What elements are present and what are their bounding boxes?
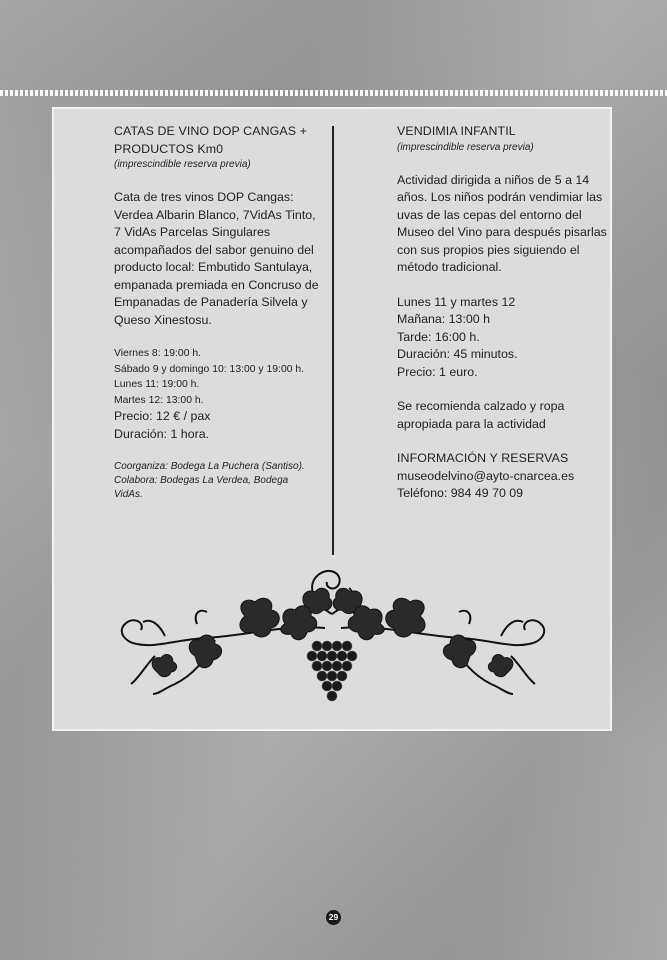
wine-tasting-column bbox=[114, 123, 319, 502]
contact-email[interactable]: museodelvino@ayto-cnarcea.es bbox=[397, 468, 575, 483]
kids-harvest-recommendation: Se recomienda calzado y ropa apropiada para la actividad bbox=[397, 399, 565, 431]
schedule-line: Viernes 8: 19:00 h. bbox=[114, 348, 202, 359]
kids-harvest-afternoon: Tarde: 16:00 h. bbox=[397, 329, 480, 344]
kids-harvest-description: Actividad dirigida a niños de 5 a 14 años. Los niños podrán vendimiar las uvas de las cepas del entorno del Museo del Vino para después pisarlas con sus propios pies siguiendo el método tradicional. bbox=[397, 172, 607, 274]
wine-tasting-title-line2: PRODUCTOS Km0 bbox=[114, 141, 224, 156]
wine-tasting-description: Cata de tres vinos DOP Cangas: Verdea Albarin Blanco, 7VidAs Tinto, 7 VidAs Parcelas Singulares acompañados del sabor genuino del producto local: Embutido Santulaya, empanada premiada en Concruso de Empanadas de Panadería Silvela y Queso Xinestosu. bbox=[114, 190, 319, 327]
column-divider bbox=[332, 126, 334, 555]
wine-tasting-title-line1: CATAS DE VINO DOP CANGAS + bbox=[114, 124, 307, 138]
kids-harvest-price: Precio: 1 euro. bbox=[397, 364, 478, 379]
schedule-line: Lunes 11: 19:00 h. bbox=[114, 379, 200, 390]
kids-harvest-dates: Lunes 11 y martes 12 bbox=[397, 294, 516, 309]
kids-harvest-reservation-note: (imprescindible reserva previa) bbox=[397, 141, 534, 153]
page-number: 29 bbox=[326, 910, 341, 925]
schedule-line: Martes 12: 13:00 h. bbox=[114, 394, 204, 406]
wine-tasting-reservation-note: (imprescindible reserva previa) bbox=[114, 159, 251, 170]
wine-tasting-duration: Duración: 1 hora. bbox=[114, 426, 210, 441]
kids-harvest-column bbox=[397, 123, 612, 503]
contact-phone: Teléfono: 984 49 70 09 bbox=[397, 486, 524, 500]
kids-harvest-title: VENDIMIA INFANTIL bbox=[397, 124, 516, 138]
wine-tasting-price: Precio: 12 € / pax bbox=[114, 409, 211, 423]
schedule-line: Sábado 9 y domingo 10: 13:00 y 19:00 h. bbox=[114, 363, 305, 375]
kids-harvest-duration: Duración: 45 minutos. bbox=[397, 347, 518, 361]
kids-harvest-morning: Mañana: 13:00 h bbox=[397, 312, 491, 326]
dotted-border bbox=[0, 90, 667, 96]
collaborator-note: Colabora: Bodegas La Verdea, Bodega VidAs. bbox=[114, 475, 289, 500]
grapevine-ornament-icon bbox=[95, 566, 570, 711]
info-title: INFORMACIÓN Y RESERVAS bbox=[397, 451, 569, 465]
organizer-note: Coorganiza: Bodega La Puchera (Santiso). bbox=[114, 461, 305, 472]
